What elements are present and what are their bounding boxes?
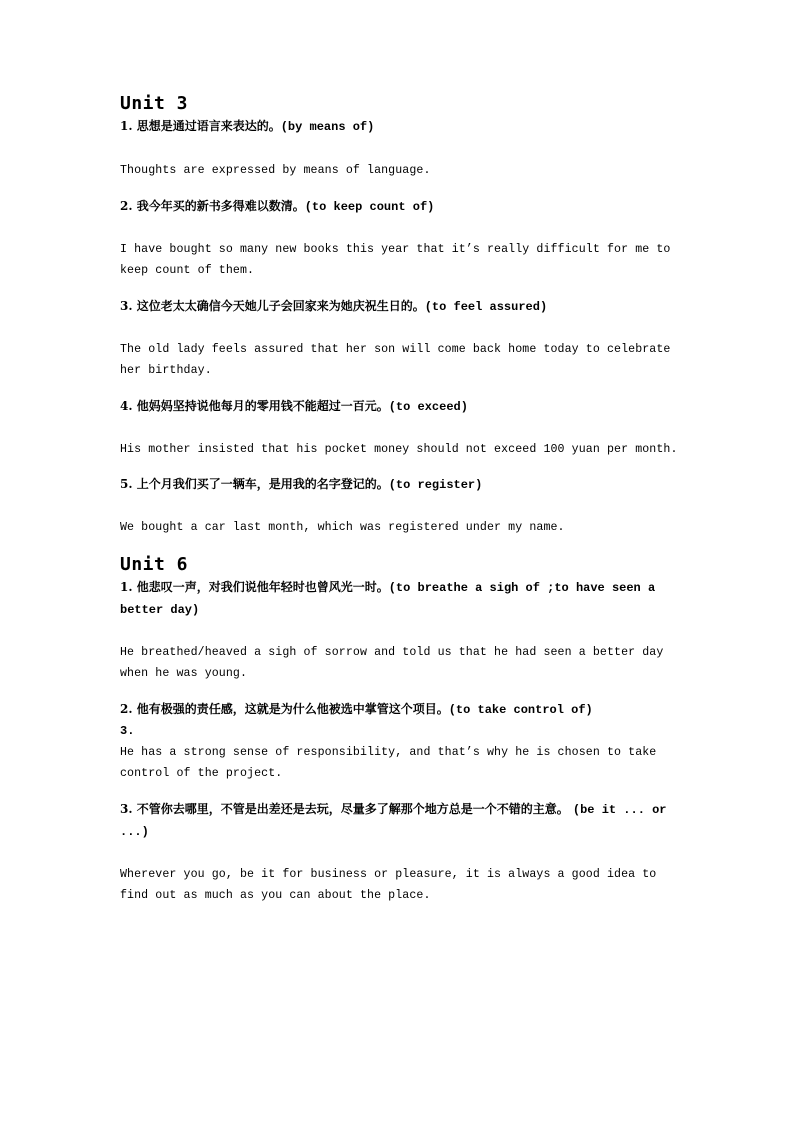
- exercise-answer: Thoughts are expressed by means of language.: [120, 164, 431, 177]
- phrase-hint: (to take control of): [448, 702, 593, 717]
- unit-3-section: [120, 92, 690, 539]
- exercise-question: 1. 他悲叹一声，对我们说他年轻时也曾风光一时。(to breathe a sigh of ;to have seen a better day): [120, 579, 656, 617]
- exercise-answer: The old lady feels assured that her son will come back home today to celebrate her birthday.: [120, 342, 671, 377]
- phrase-hint: (to exceed): [388, 399, 468, 414]
- exercise-answer: He breathed/heaved a sigh of sorrow and told us that he had seen a better day when he was young.: [120, 645, 664, 680]
- exercise-item: [120, 396, 690, 461]
- phrase-hint: (to register): [388, 478, 483, 492]
- document-page: [120, 92, 690, 921]
- exercise-question: 3. 这位老太太确信今天她儿子会回家来为她庆祝生日的。(to feel assured): [120, 298, 548, 314]
- exercise-answer: Wherever you go, be it for business or pleasure, it is always a good idea to find out as much as you can about the place.: [120, 867, 657, 902]
- exercise-item: [120, 577, 690, 685]
- exercise-answer: His mother insisted that his pocket money should not exceed 100 yuan per month.: [120, 442, 678, 456]
- exercise-item: [120, 699, 690, 785]
- exercise-question: 1. 思想是通过语言来表达的。(by means of): [120, 119, 375, 134]
- phrase-hint: (to breathe a sigh of ;to have seen a better day): [120, 580, 656, 617]
- phrase-hint: (to feel assured): [424, 299, 548, 314]
- phrase-hint: (to keep count of): [304, 199, 435, 214]
- exercise-question: 5. 上个月我们买了一辆车，是用我的名字登记的。(to register): [120, 477, 483, 492]
- phrase-hint: (by means of): [280, 120, 375, 134]
- exercise-item: [120, 799, 690, 907]
- exercise-item: [120, 474, 690, 539]
- unit-6-section: [120, 553, 690, 907]
- exercise-question: 3. 不管你去哪里，不管是出差还是去玩，尽量多了解那个地方总是一个不错的主意。 (be it ... or ...): [120, 801, 667, 839]
- exercise-answer: We bought a car last month, which was registered under my name.: [120, 521, 565, 534]
- exercise-item: [120, 116, 690, 182]
- phrase-hint: (be it ... or ...): [120, 802, 667, 839]
- exercise-question: 2. 他有极强的责任感，这就是为什么他被选中掌管这个项目。(to take control of): [120, 701, 593, 717]
- unit-title: Unit 6: [120, 553, 189, 575]
- exercise-answer: He has a strong sense of responsibility, and that’s why he is chosen to take control of the project.: [120, 745, 657, 780]
- exercise-question: 2. 我今年买的新书多得难以数清。(to keep count of): [120, 198, 435, 214]
- exercise-item: [120, 296, 690, 382]
- exercise-item: [120, 196, 690, 282]
- stray-number-label: 3.: [120, 723, 135, 738]
- exercise-answer: I have bought so many new books this year that it’s really difficult for me to keep count of them.: [120, 242, 671, 277]
- unit-title: Unit 3: [120, 93, 189, 114]
- exercise-question: 4. 他妈妈坚持说他每月的零用钱不能超过一百元。(to exceed): [120, 398, 468, 414]
